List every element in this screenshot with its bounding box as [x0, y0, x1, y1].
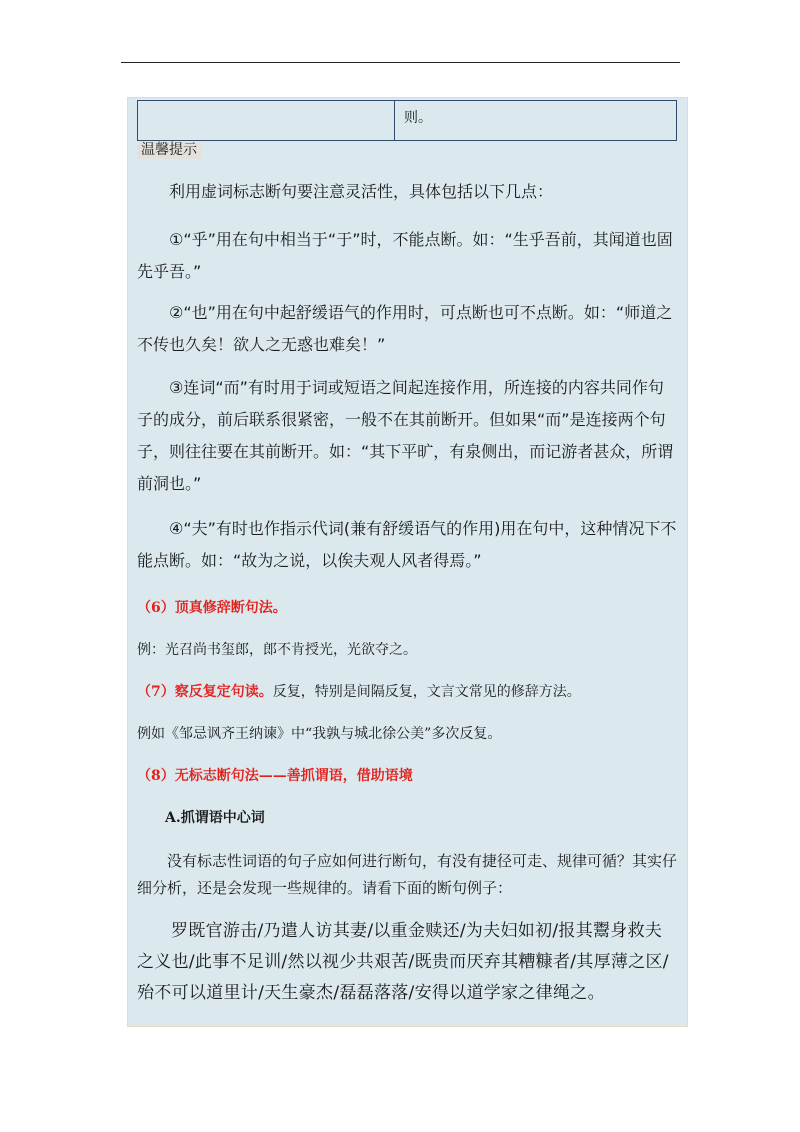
tip-label: 温馨提示 — [137, 142, 201, 159]
section-8-text: 没有标志性词语的句子应如何进行断句，有没有捷径可走、规律可循？其实仔细分析，还是会发现一些规律的。请看下面的断句例子： — [137, 852, 678, 897]
tip-point-2: ②“也”用在句中起舒缓语气的作用时，可点断也可不点断。如：“师道之不传也久矣！欲人之无惑也难矣！” — [137, 303, 673, 354]
section-8-heading: （8）无标志断句法——善抓谓语，借助语境 — [137, 768, 413, 784]
section-7-example: 例如《邹忌讽齐王纳谏》中“我孰与城北徐公美”多次反复。 — [137, 726, 502, 742]
section-7-text: 反复，特别是间隔反复，文言文常见的修辞方法。 — [272, 684, 581, 700]
header-rule — [121, 62, 680, 63]
tip-point-1: ①“乎”用在句中相当于“于”时，不能点断。如：“生乎吾前，其闻道也固先乎吾。” — [137, 230, 673, 281]
table-fragment — [137, 100, 677, 141]
tip-point-4: ④“夫”有时也作指示代词(兼有舒缓语气的作用)用在句中，这种情况下不能点断。如：“故为之说，以俟夫观人风者得焉。” — [137, 519, 677, 570]
section-6-heading: （6）顶真修辞断句法。 — [137, 600, 287, 616]
section-7 — [137, 680, 677, 704]
section-6-example: 例：光召尚书玺郎，郎不肯授光，光欲夺之。 — [137, 642, 417, 658]
table-cell-right: 则。 — [404, 110, 432, 126]
section-7-heading: （7）察反复定句读。 — [137, 684, 273, 700]
section-8-example: 罗既官游击/乃遣人访其妻/以重金赎还/为夫妇如初/报其鬻身救夫之义也/此事不足训/然以视少共艰苦/既贵而厌弃其糟糠者/其厚薄之区/殆不可以道里计/天生豪杰/磊磊落落/安得以道学家之律绳之。 — [137, 921, 669, 1003]
table-cell-left — [138, 101, 395, 140]
tip-point-3: ③连词“而”有时用于词或短语之间起连接作用，所连接的内容共同作句子的成分，前后联系很紧密，一般不在其前断开。但如果“而”是连接两个句子，则往往要在其前断开。如：“其下平旷，有泉侧出，而记游者甚众，所谓前洞也。” — [137, 378, 674, 493]
section-8-subheading: A.抓谓语中心词 — [165, 810, 265, 826]
tips-intro: 利用虚词标志断句要注意灵活性，具体包括以下几点： — [169, 182, 554, 201]
